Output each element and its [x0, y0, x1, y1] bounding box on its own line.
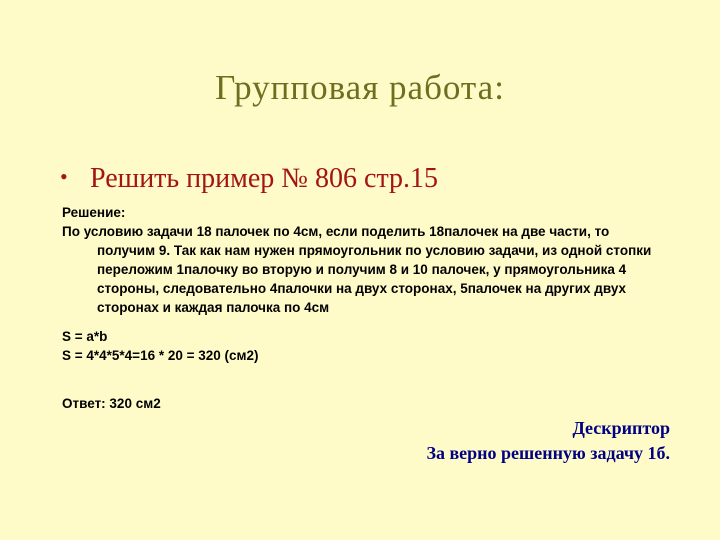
spacer-line — [62, 365, 692, 384]
slide-title: Групповая работа: — [215, 68, 505, 107]
solution-line: По условию задачи 18 палочек по 4см, если поделить 18палочек на две части, то — [62, 224, 610, 239]
solution-block — [62, 203, 692, 413]
bullet-item — [60, 163, 690, 195]
bullet-text: Решить пример № 806 стр.15 — [90, 163, 439, 194]
solution-line: получим 9. Так как нам нужен прямоугольник по условию задачи, из одной стопки — [97, 243, 652, 258]
bullet-marker: • — [60, 164, 68, 189]
formula-line: S = 4*4*5*4=16 * 20 = 320 (см2) — [62, 348, 259, 363]
formula-line: S = a*b — [62, 329, 108, 344]
answer-line: Ответ: 320 см2 — [62, 396, 161, 411]
descriptor-text: За верно решенную задачу 1б. — [426, 443, 670, 463]
solution-line: Решение: — [62, 205, 126, 220]
solution-line: переложим 1палочку во вторую и получим 8 и 10 палочек, у прямоугольника 4 — [97, 262, 627, 277]
solution-line: сторонах и каждая палочка по 4см — [97, 300, 330, 315]
descriptor-block — [426, 416, 670, 466]
descriptor-heading: Дескриптор — [572, 418, 670, 438]
solution-line: стороны, следовательно 4палочки на двух сторонах, 5палочек на других двух — [97, 281, 627, 296]
